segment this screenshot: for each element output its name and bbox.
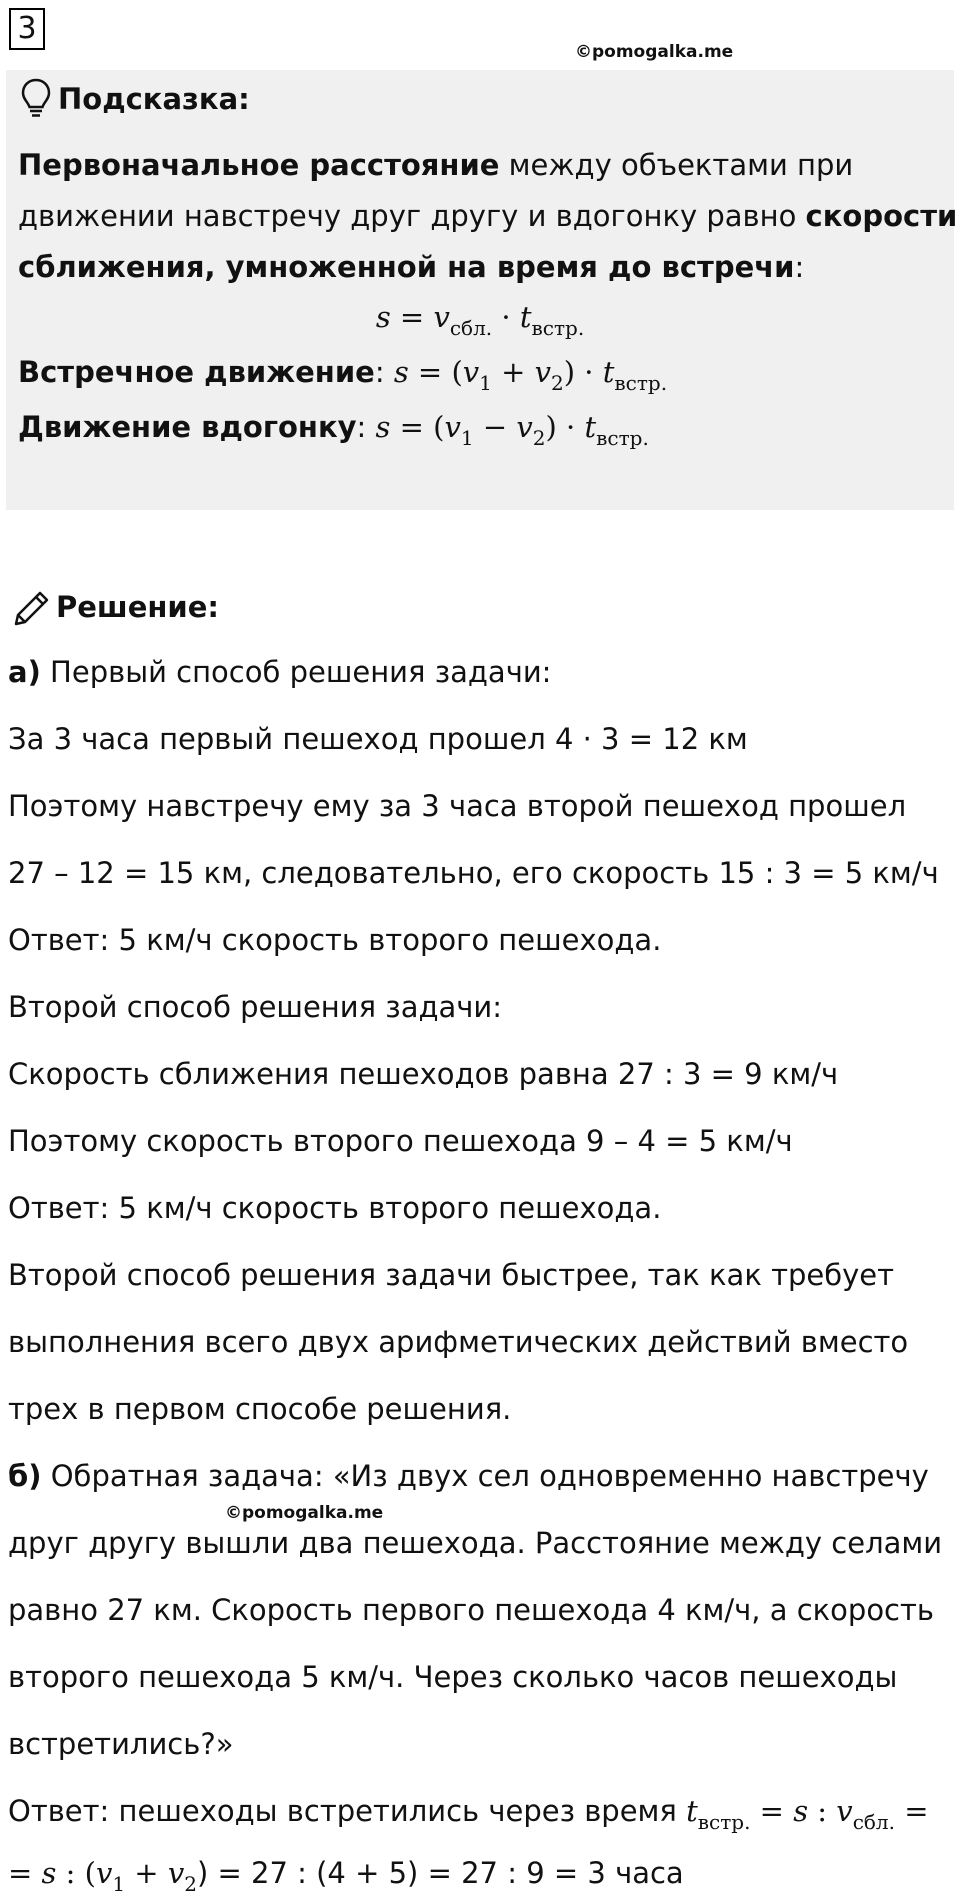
answer-line-2 (8, 1856, 684, 1896)
formula-eq: = (750, 1794, 794, 1828)
hint-title: Подсказка: (58, 82, 250, 116)
solution-line: За 3 часа первый пешеход прошел 4 · 3 = 12 км (8, 722, 748, 756)
hint-bold: сближения, умноженной на время до встречи (18, 250, 795, 284)
formula-t: t (686, 1794, 698, 1828)
formula-sub-vstr: встр. (531, 316, 585, 340)
formula-v: v (836, 1794, 853, 1828)
formula-plus: + (491, 355, 535, 389)
formula-v2: v (516, 410, 533, 444)
solution-line: Второй способ решения задачи: (8, 990, 503, 1024)
formula-v1: v (444, 410, 461, 444)
formula-sub-1: 1 (460, 426, 474, 450)
formula-v1: v (95, 1856, 113, 1890)
formula-s: s (375, 410, 391, 444)
chase-label: Движение вдогонку (18, 410, 357, 444)
formula-v1: v (462, 355, 480, 389)
solution-line: 27 – 12 = 15 км, следовательно, его скорость 15 : 3 = 5 км/ч (8, 856, 939, 890)
formula-dot: · (492, 300, 520, 334)
oncoming-label: Встречное движение (18, 355, 375, 389)
hint-text: между объектами при (499, 148, 854, 182)
hint-line-3 (18, 250, 804, 284)
formula-v2: v (534, 355, 552, 389)
watermark: ©pomogalka.me (225, 1503, 384, 1523)
formula-eq: = (390, 300, 434, 334)
hint-line-1 (18, 148, 853, 182)
solution-line: встретились?» (8, 1727, 234, 1761)
solution-line: Ответ: 5 км/ч скорость второго пешехода. (8, 923, 662, 957)
formula-sub-1: 1 (479, 371, 492, 395)
colon: : (356, 410, 376, 444)
solution-line: Ответ: 5 км/ч скорость второго пешехода. (8, 1191, 662, 1225)
formula-close: ) · (545, 410, 585, 444)
hint-bold: Первоначальное расстояние (18, 148, 500, 182)
task-number: 3 (9, 8, 45, 50)
formula-t: t (584, 410, 597, 444)
solution-line: выполнения всего двух арифметических действий вместо (8, 1325, 909, 1359)
solution-line: второго пешехода 5 км/ч. Через сколько часов пешеходы (8, 1660, 898, 1694)
formula-s: s (41, 1856, 57, 1890)
part-a-label: а) (8, 655, 41, 689)
solution-line: Поэтому навстречу ему за 3 часа второй пешеход прошел (8, 789, 907, 823)
formula-plus: + (125, 1856, 168, 1890)
hint-chase (18, 410, 649, 450)
solution-line: Поэтому скорость второго пешехода 9 – 4 = 5 км/ч (8, 1124, 793, 1158)
hint-oncoming (18, 355, 667, 395)
formula-t: t (602, 355, 615, 389)
formula-sub-2: 2 (532, 426, 546, 450)
formula-open: : ( (56, 1856, 96, 1890)
hint-text: : (794, 250, 805, 284)
formula-sub-2: 2 (184, 1872, 197, 1896)
answer-text: Ответ: пешеходы встретились через время (8, 1794, 687, 1828)
hint-line-2 (18, 199, 957, 233)
pencil-icon (10, 585, 54, 629)
formula-sub-sbl: сбл. (852, 1810, 895, 1834)
part-a-heading (8, 655, 551, 689)
hint-bold: скорости (805, 199, 958, 233)
formula-sub-vstr: встр. (596, 426, 649, 450)
hint-text: движении навстречу друг другу и вдогонку равно (18, 199, 806, 233)
formula-colon: : (808, 1794, 837, 1828)
part-a-text: Первый способ решения задачи: (40, 655, 552, 689)
formula-eq: = (8, 1856, 42, 1890)
formula-v2: v (167, 1856, 185, 1890)
formula-eq: = (895, 1794, 929, 1828)
formula-sub-vstr: встр. (697, 1810, 751, 1834)
formula-s: s (793, 1794, 809, 1828)
formula-sub-sbl: сбл. (449, 316, 493, 340)
formula-sub-vstr: встр. (614, 371, 668, 395)
colon: : (374, 355, 394, 389)
formula-s: s (393, 355, 409, 389)
formula-open: = ( (408, 355, 463, 389)
part-b-label: б) (8, 1459, 42, 1493)
solution-line: трех в первом способе решения. (8, 1392, 512, 1426)
formula-minus: − (473, 410, 517, 444)
part-b-heading (8, 1459, 929, 1493)
answer-line-1 (8, 1794, 929, 1834)
solution-line: Второй способ решения задачи быстрее, так как требует (8, 1258, 894, 1292)
formula-s: s (375, 300, 391, 334)
solution-line: равно 27 км. Скорость первого пешехода 4 км/ч, а скорость (8, 1593, 934, 1627)
answer-result: ) = 27 : (4 + 5) = 27 : 9 = 3 часа (196, 1856, 684, 1890)
formula-sub-2: 2 (551, 371, 564, 395)
part-b-text: Обратная задача: «Из двух сел одновременно навстречу (41, 1459, 929, 1493)
lightbulb-icon (20, 77, 52, 119)
formula-main (0, 300, 960, 340)
watermark: ©pomogalka.me (575, 42, 734, 62)
formula-sub-1: 1 (112, 1872, 126, 1896)
solution-title: Решение: (56, 590, 220, 624)
solution-line: Скорость сближения пешеходов равна 27 : 3 = 9 км/ч (8, 1057, 839, 1091)
formula-v: v (433, 300, 450, 334)
solution-line: друг другу вышли два пешехода. Расстояние между селами (8, 1526, 943, 1560)
formula-open: = ( (390, 410, 445, 444)
formula-close: ) · (563, 355, 603, 389)
formula-t: t (519, 300, 532, 334)
